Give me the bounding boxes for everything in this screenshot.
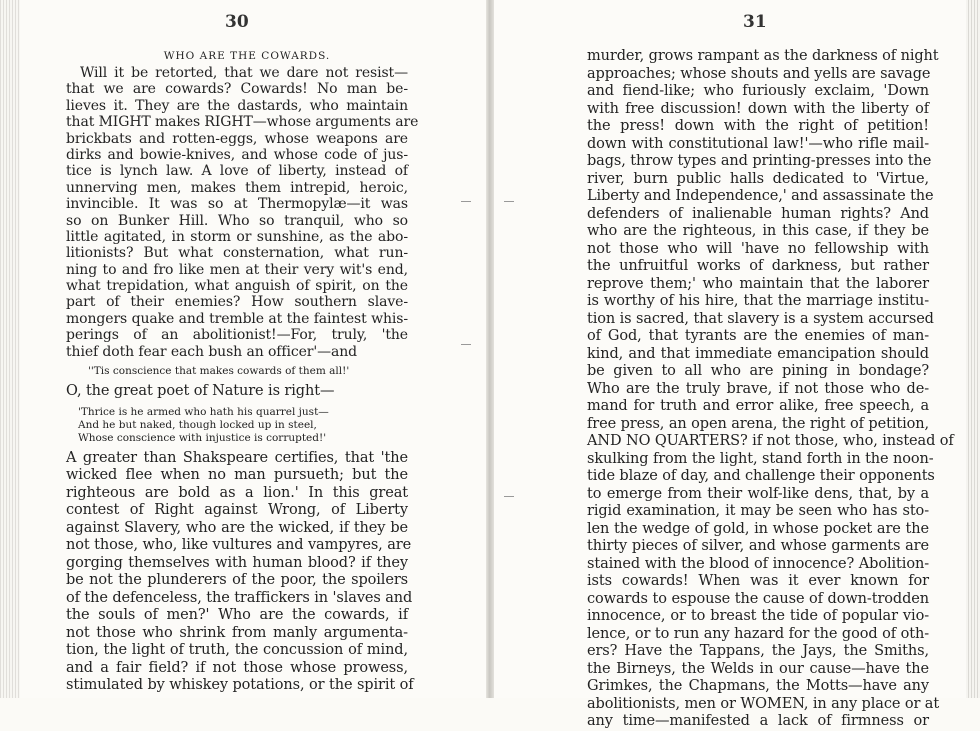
page-speck xyxy=(504,201,514,202)
text-line: tice is lynch law. A love of liberty, instead of xyxy=(66,163,408,180)
text-line: innocence, or to breast the tide of popular vio- xyxy=(587,608,929,624)
quotation-conscience: ''Tis conscience that makes cowards of them all!' xyxy=(88,365,350,378)
poet-line: O, the great poet of Nature is right— xyxy=(66,383,335,400)
text-line: A greater than Shakspeare certifies, that 'the xyxy=(66,449,408,466)
text-line: the press! down with the right of petition! xyxy=(587,118,929,134)
text-line: of the defenceless, the traffickers in 'slaves and xyxy=(66,589,413,606)
text-line: righteous are bold as a lion.' In this great xyxy=(66,484,408,501)
text-line: mand for truth and error alike, free speech, a xyxy=(587,398,929,414)
paragraph-1 xyxy=(66,65,419,360)
page-speck xyxy=(504,496,514,497)
text-line: part of their enemies? How southern slave- xyxy=(66,294,408,311)
text-line: Who are the truly brave, if not those who de- xyxy=(587,380,929,397)
text-line: to emerge from their wolf-like dens, that, by a xyxy=(587,485,929,502)
text-line: thief doth fear each bush an officer'—and xyxy=(66,343,358,360)
left-page-text xyxy=(66,48,419,695)
text-line: be given to all who are pining in bondage? xyxy=(587,363,929,379)
text-line: cowards to espouse the cause of down-trodden xyxy=(587,590,929,607)
quotation-shakespeare xyxy=(66,406,408,445)
text-line: Will it be retorted, that we dare not resist— xyxy=(80,65,408,81)
text-line: murder, grows rampant as the darkness of night xyxy=(587,48,939,64)
text-line: len the wedge of gold, in whose pocket are the xyxy=(587,520,929,537)
text-line: that MIGHT makes RIGHT—whose arguments are xyxy=(66,114,419,131)
quote-line: 'Thrice is he armed who hath his quarrel just— xyxy=(78,405,329,418)
text-line: not those who will 'have no fellowship with xyxy=(587,240,929,257)
text-line: who are the righteous, in this case, if they be xyxy=(587,223,929,239)
text-line: is worthy of his hire, that the marriage institu- xyxy=(587,293,929,309)
text-line: AND NO QUARTERS? if not those, who, instead of xyxy=(587,433,954,449)
text-line: abolitionists, men or WOMEN, in any place or at xyxy=(587,695,940,712)
text-line: with free discussion! down with the liberty of xyxy=(587,100,929,117)
text-line: lence, or to run any hazard for the good of oth- xyxy=(587,625,929,642)
book-gutter xyxy=(486,0,494,698)
text-line: Liberty and Independence,' and assassinate the xyxy=(587,188,934,204)
right-page xyxy=(494,0,980,729)
text-line: not those who shrink from manly argumenta- xyxy=(66,624,408,641)
text-line: approaches; whose shouts and yells are savage xyxy=(587,65,931,82)
text-line: litionists? But what consternation, what run- xyxy=(66,245,408,262)
text-line: unnerving men, makes them intrepid, heroic, xyxy=(66,179,408,196)
text-line: tide blaze of day, and challenge their opponents xyxy=(587,468,935,484)
text-line: what trepidation, what anguish of spirit, on the xyxy=(66,278,408,295)
page-edge-shading xyxy=(0,0,20,698)
text-line: stimulated by whiskey potations, or the spirit of xyxy=(66,677,414,694)
text-line: against Slavery, who are the wicked, if they be xyxy=(66,519,408,536)
text-line: and fiend-like; who furiously exclaim, 'Down xyxy=(587,83,929,99)
text-line: ers? Have the Tappans, the Jays, the Smiths, xyxy=(587,643,929,659)
text-line: the souls of men?' Who are the cowards, if xyxy=(66,607,408,624)
text-line: free press, an open arena, the right of petition, xyxy=(587,415,929,432)
text-line: brickbats and rotten-eggs, whose weapons are xyxy=(66,130,408,147)
text-line: tion is sacred, that slavery is a system accursed xyxy=(587,310,934,327)
text-line: kind, and that immediate emancipation should xyxy=(587,345,929,362)
text-line: of God, that tyrants are the enemies of man- xyxy=(587,328,929,344)
text-line: be not the plunderers of the poor, the spoilers xyxy=(66,572,408,589)
text-line: Grimkes, the Chapmans, the Motts—have any xyxy=(587,678,929,694)
text-line: perings of an abolitionist!—For, truly, 'the xyxy=(66,327,408,344)
text-line: stained with the blood of innocence? Abolition- xyxy=(587,555,929,572)
text-line: any time—manifested a lack of firmness or xyxy=(587,713,929,729)
text-line: skulking from the light, stand forth in the noon- xyxy=(587,450,934,467)
text-line: thirty pieces of silver, and whose garments are xyxy=(587,538,929,554)
text-line: lieves it. They are the dastards, who maintain xyxy=(66,97,408,114)
text-line: river, burn public halls dedicated to 'Virtue, xyxy=(587,170,929,187)
page-edge-shading xyxy=(966,0,980,698)
paragraph-2 xyxy=(66,449,414,695)
text-line: so on Bunker Hill. Who so tranquil, who so xyxy=(66,212,408,229)
text-line: that we are cowards? Cowards! No man be- xyxy=(66,81,408,98)
text-line: bags, throw types and printing-presses into the xyxy=(587,153,932,169)
text-line: the unfruitful works of darkness, but rather xyxy=(587,258,929,274)
quote-line: And he but naked, though locked up in steel, xyxy=(78,418,317,431)
text-line: ists cowards! When was it ever known for xyxy=(587,573,929,589)
page-speck xyxy=(461,201,471,202)
text-line: rigid examination, it may be seen who has sto- xyxy=(587,503,929,519)
text-line: gorging themselves with human blood? if they xyxy=(66,554,408,571)
text-line: and a fair field? if not those whose prowess, xyxy=(66,659,408,676)
text-line: the Birneys, the Welds in our cause—have the xyxy=(587,660,929,677)
text-line: wicked flee when no man pursueth; but the xyxy=(66,467,408,484)
page-number-left: 30 xyxy=(225,12,249,32)
left-page xyxy=(0,0,486,698)
text-line: reprove them;' who maintain that the laborer xyxy=(587,275,929,292)
text-line: down with constitutional law!'—who rifle mail- xyxy=(587,135,929,152)
text-line: dirks and bowie-knives, and whose code of jus- xyxy=(66,146,408,163)
text-line: mongers quake and tremble at the faintest whis- xyxy=(66,310,408,327)
running-heading: WHO ARE THE COWARDS. xyxy=(163,50,331,62)
right-page-text xyxy=(587,48,954,731)
text-line: tion, the light of truth, the concussion of mind, xyxy=(66,642,408,659)
text-line: defenders of inalienable human rights? And xyxy=(587,205,929,222)
quote-line: Whose conscience with injustice is corrupted!' xyxy=(78,431,327,444)
text-line: not those, who, like vultures and vampyres, are xyxy=(66,537,412,554)
text-line: contest of Right against Wrong, of Liberty xyxy=(66,502,408,519)
page-speck xyxy=(461,344,471,345)
text-line: ning to and fro like men at their very wit's end, xyxy=(66,261,408,278)
page-number-right: 31 xyxy=(743,12,767,32)
text-line: invincible. It was so at Thermopylæ—it was xyxy=(66,196,408,213)
text-line: little agitated, in storm or sunshine, as the abo- xyxy=(66,228,408,245)
